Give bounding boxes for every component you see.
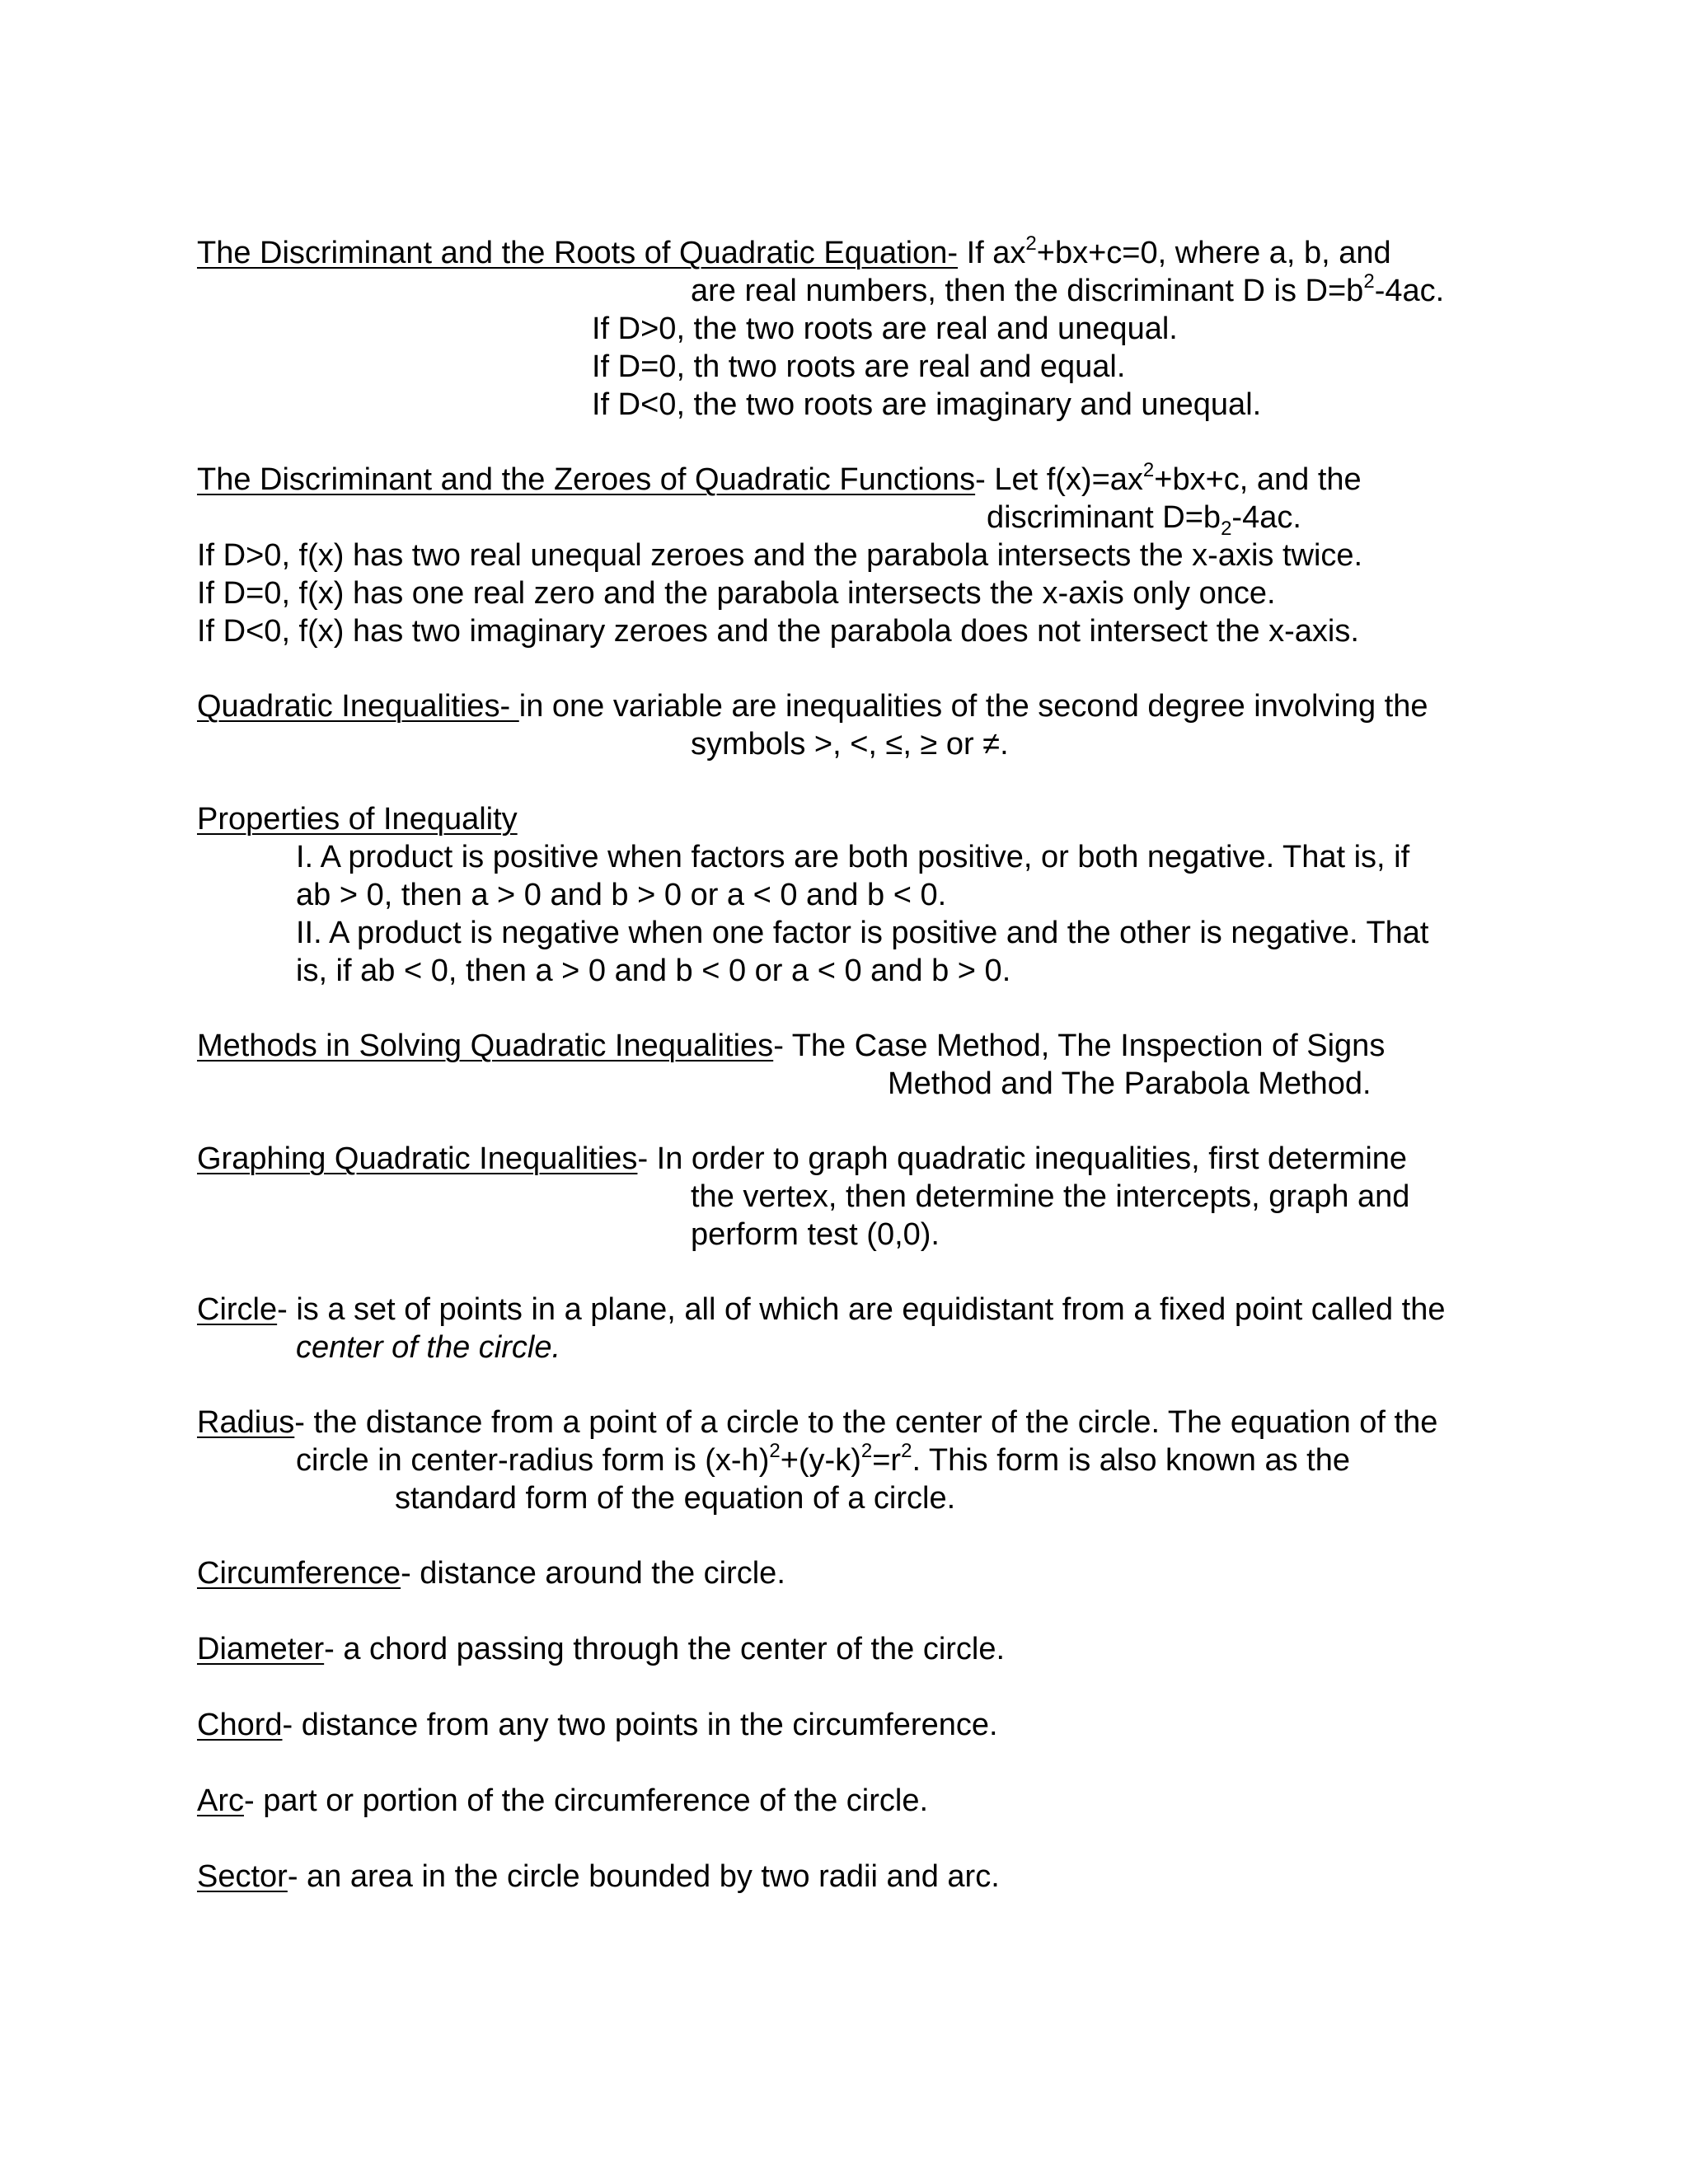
diameter-line	[197, 1630, 1005, 1668]
radius-line-1	[197, 1404, 1437, 1441]
discriminant-roots-line-5: If D<0, the two roots are imaginary and unequal.	[592, 387, 1262, 422]
properties-line-2: ab > 0, then a > 0 and b > 0 or a < 0 and b < 0.	[296, 878, 947, 912]
text: - distance from any two points in the circumference.	[282, 1708, 998, 1742]
superscript: 2	[1025, 232, 1037, 255]
text: discriminant D=b	[987, 500, 1221, 535]
text: If ax	[958, 236, 1026, 270]
discriminant-zeroes-term: The Discriminant and the Zeroes of Quadratic Functions	[197, 462, 976, 497]
discriminant-zeroes-line-1	[197, 461, 1362, 499]
arc-line	[197, 1782, 928, 1820]
text: - is a set of points in a plane, all of which are equidistant from a fixed point called the	[277, 1292, 1446, 1327]
circumference-term: Circumference	[197, 1556, 401, 1591]
chord-term: Chord	[197, 1708, 283, 1742]
properties-line-1: I. A product is positive when factors are both positive, or both negative. That is, if	[296, 840, 1410, 874]
graphing-line-1	[197, 1140, 1407, 1178]
subscript: 2	[1221, 517, 1232, 540]
text: - Let f(x)=ax	[975, 462, 1143, 497]
superscript: 2	[901, 1440, 912, 1463]
text: circle in center-radius form is (x-h)	[296, 1443, 770, 1478]
chord-line	[197, 1706, 998, 1744]
circle-line-2: center of the circle.	[296, 1330, 561, 1365]
text: . This form is also known as the	[912, 1443, 1350, 1478]
radius-line-3: standard form of the equation of a circle.	[395, 1481, 956, 1516]
discriminant-roots-line-1	[197, 234, 1391, 272]
methods-line-2: Method and The Parabola Method.	[888, 1066, 1372, 1101]
radius-line-2	[296, 1441, 1350, 1479]
sector-line	[197, 1858, 1000, 1896]
text: +(y-k)	[780, 1443, 861, 1478]
superscript: 2	[1142, 459, 1155, 482]
quadratic-inequalities-line-1	[197, 687, 1428, 725]
superscript: 2	[1363, 270, 1375, 293]
discriminant-zeroes-line-2	[987, 499, 1301, 540]
text: - part or portion of the circumference of the circle.	[244, 1783, 929, 1818]
text: - distance around the circle.	[401, 1556, 785, 1591]
text: - The Case Method, The Inspection of Signs	[773, 1029, 1386, 1063]
methods-term: Methods in Solving Quadratic Inequalities	[197, 1029, 774, 1063]
properties-term: Properties of Inequality	[197, 802, 518, 837]
text: - a chord passing through the center of the circle.	[324, 1632, 1006, 1666]
discriminant-zeroes-line-5: If D<0, f(x) has two imaginary zeroes and the parabola does not intersect the x-axis.	[197, 614, 1359, 649]
text: in one variable are inequalities of the second degree involving the	[518, 689, 1428, 724]
superscript: 2	[769, 1440, 781, 1463]
graphing-line-2: the vertex, then determine the intercepts, graph and	[691, 1179, 1410, 1214]
circumference-line	[197, 1554, 785, 1592]
discriminant-zeroes-line-4: If D=0, f(x) has one real zero and the parabola intersects the x-axis only once.	[197, 576, 1276, 611]
text: +bx+c=0, where a, b, and	[1036, 236, 1391, 270]
text: - the distance from a point of a circle to the center of the circle. The equation of the	[294, 1405, 1438, 1440]
properties-line-3: II. A product is negative when one factor is positive and the other is negative. That	[296, 916, 1429, 950]
diameter-term: Diameter	[197, 1632, 325, 1666]
radius-term: Radius	[197, 1405, 295, 1440]
discriminant-roots-term: The Discriminant and the Roots of Quadratic Equation-	[197, 236, 959, 270]
sector-term: Sector	[197, 1859, 288, 1894]
discriminant-zeroes-line-3: If D>0, f(x) has two real unequal zeroes and the parabola intersects the x-axis twice.	[197, 538, 1363, 573]
text: -4ac.	[1374, 274, 1445, 308]
text: =r	[872, 1443, 902, 1478]
text: - an area in the circle bounded by two radii and arc.	[287, 1859, 1000, 1894]
circle-line-1	[197, 1291, 1445, 1329]
discriminant-roots-line-2	[691, 272, 1444, 310]
properties-line-4: is, if ab < 0, then a > 0 and b < 0 or a < 0 and b > 0.	[296, 954, 1011, 988]
circle-term: Circle	[197, 1292, 278, 1327]
quadratic-inequalities-term: Quadratic Inequalities-	[197, 689, 519, 724]
superscript: 2	[860, 1440, 873, 1463]
discriminant-roots-line-4: If D=0, th two roots are real and equal.	[592, 349, 1126, 384]
methods-line-1	[197, 1027, 1385, 1065]
discriminant-roots-line-3: If D>0, the two roots are real and unequal.	[592, 312, 1178, 346]
graphing-term: Graphing Quadratic Inequalities	[197, 1141, 638, 1176]
arc-term: Arc	[197, 1783, 244, 1818]
text: -4ac.	[1231, 500, 1301, 535]
quadratic-inequalities-line-2: symbols >, <, ≤, ≥ or ≠.	[691, 727, 1009, 762]
text: are real numbers, then the discriminant D is D=b	[691, 274, 1364, 308]
text: +bx+c, and the	[1154, 462, 1362, 497]
graphing-line-3: perform test (0,0).	[691, 1217, 940, 1252]
text: - In order to graph quadratic inequalities, first determine	[637, 1141, 1408, 1176]
